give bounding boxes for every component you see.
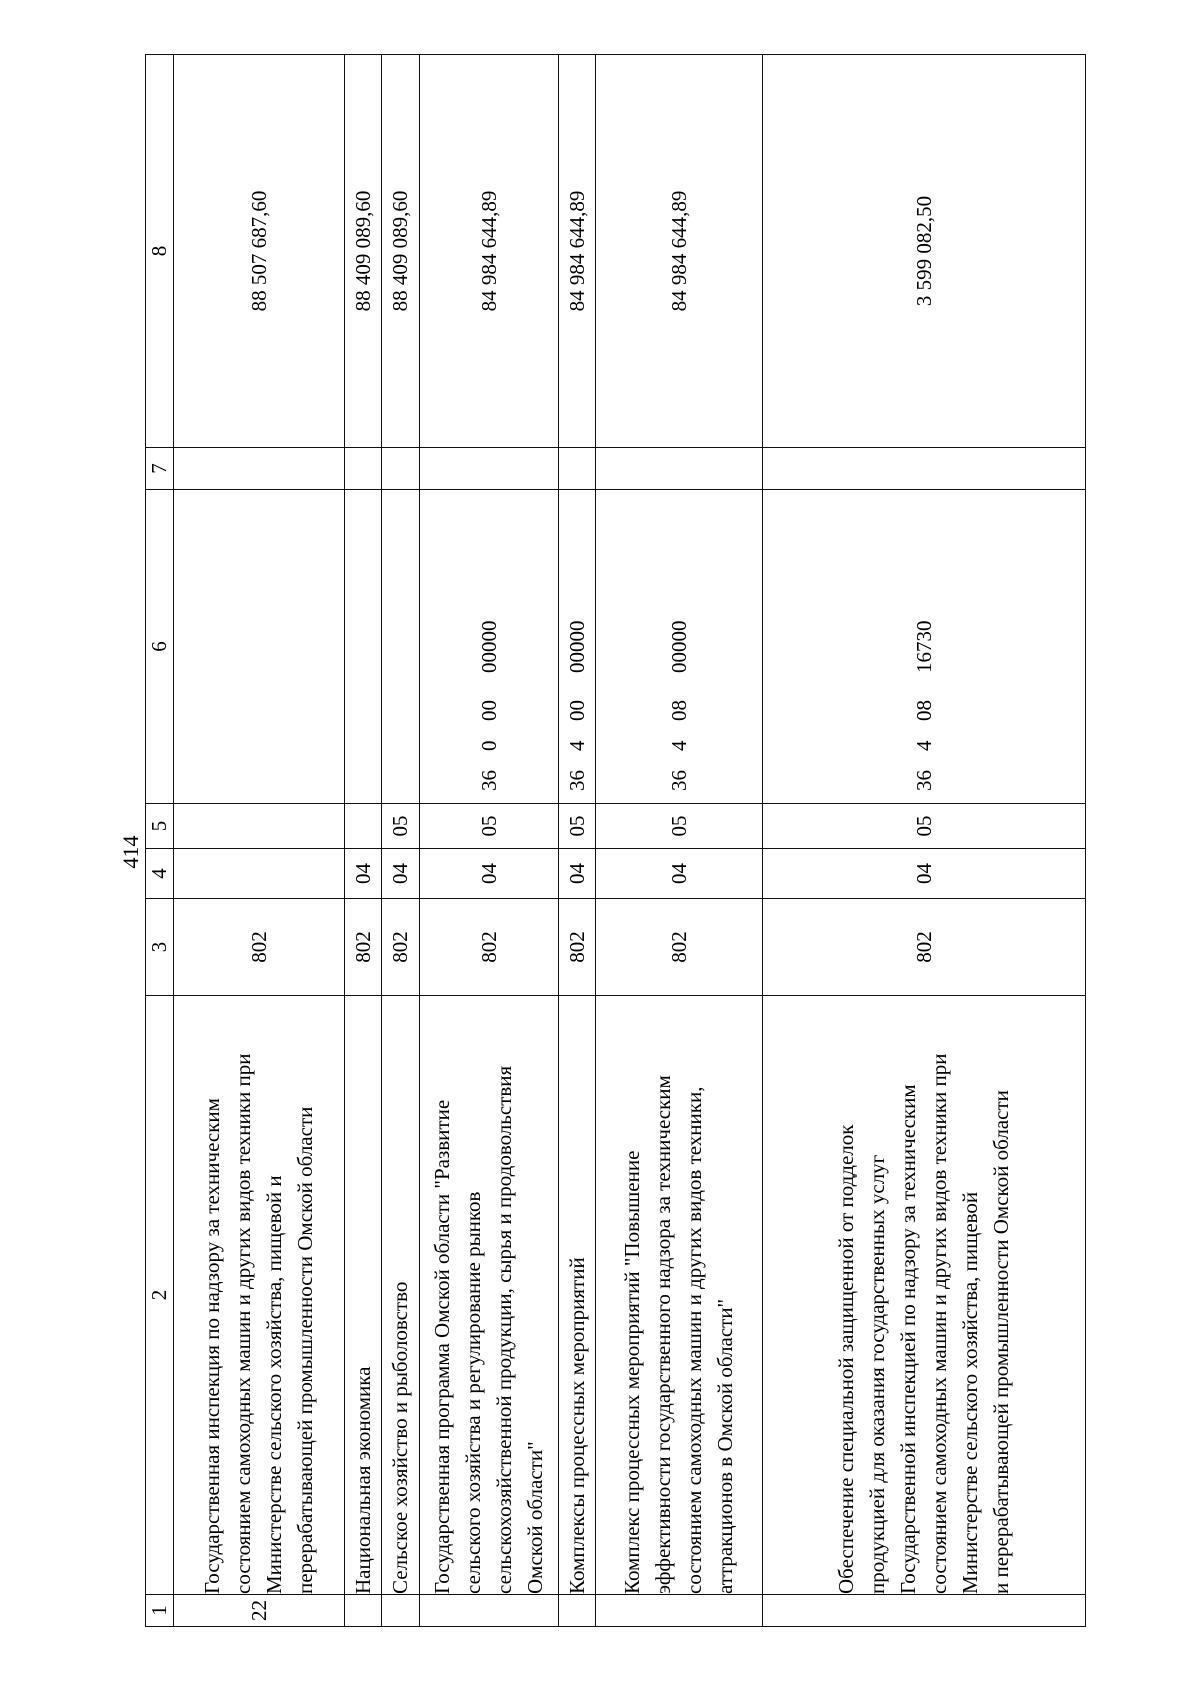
header-col-4: 4 xyxy=(146,849,174,899)
amount: 84 984 644,89 xyxy=(596,55,763,448)
subsection-code: 05 xyxy=(596,804,763,849)
subsection-code: 05 xyxy=(559,804,596,849)
amount: 88 409 089,60 xyxy=(345,55,382,448)
table-row xyxy=(420,55,559,1627)
rotated-table-container xyxy=(145,63,1084,1627)
table-row xyxy=(345,55,382,1627)
header-col-6: 6 xyxy=(146,490,174,804)
subsection-code: 05 xyxy=(763,804,1086,849)
row-description: Комплекс процессных мероприятий "Повышение эффективности государственного надзора за техническим состоянием самоходных машин и других видов техники, аттракционов в Омской области" xyxy=(596,996,763,1595)
header-col-7: 7 xyxy=(146,448,174,490)
amount: 88 409 089,60 xyxy=(382,55,420,448)
row-number xyxy=(345,1595,382,1627)
row-description: Сельское хозяйство и рыболовство xyxy=(382,996,420,1595)
target-code: 36 0 00 00000 xyxy=(420,490,559,804)
row-number xyxy=(420,1595,559,1627)
row-number: 22 xyxy=(174,1595,345,1627)
row-description: Государственная инспекция по надзору за техническим состоянием самоходных машин и других видов техники при Министерстве сельского хозяйства, пищевой и перерабатывающей промышленности Омской области xyxy=(174,996,345,1595)
target-code xyxy=(174,490,345,804)
table-row xyxy=(596,55,763,1627)
section-code: 04 xyxy=(559,849,596,899)
header-col-3: 3 xyxy=(146,899,174,996)
header-col-8: 8 xyxy=(146,55,174,448)
section-code: 04 xyxy=(420,849,559,899)
section-code: 04 xyxy=(345,849,382,899)
ministry-code: 802 xyxy=(174,899,345,996)
table-header-row xyxy=(146,55,174,1627)
target-code: 36 4 00 00000 xyxy=(559,490,596,804)
section-code xyxy=(174,849,345,899)
row-description: Государственная программа Омской области "Развитие сельского хозяйства и регулирование рынков сельскохозяйственной продукции, сырья и продовольствия Омской области" xyxy=(420,996,559,1595)
table-row xyxy=(559,55,596,1627)
section-code: 04 xyxy=(382,849,420,899)
expense-type-code xyxy=(420,448,559,490)
header-col-2: 2 xyxy=(146,996,174,1595)
section-code: 04 xyxy=(763,849,1086,899)
target-code: 36 4 08 00000 xyxy=(596,490,763,804)
amount: 88 507 687,60 xyxy=(174,55,345,448)
target-code xyxy=(382,490,420,804)
expense-type-code xyxy=(596,448,763,490)
ministry-code: 802 xyxy=(345,899,382,996)
header-col-1: 1 xyxy=(146,1595,174,1627)
section-code: 04 xyxy=(596,849,763,899)
expense-type-code xyxy=(174,448,345,490)
amount: 84 984 644,89 xyxy=(420,55,559,448)
ministry-code: 802 xyxy=(420,899,559,996)
subsection-code: 05 xyxy=(382,804,420,849)
ministry-code: 802 xyxy=(596,899,763,996)
page-number: 414 xyxy=(118,835,143,869)
expense-type-code xyxy=(763,448,1086,490)
header-col-5: 5 xyxy=(146,804,174,849)
ministry-code: 802 xyxy=(763,899,1086,996)
budget-table xyxy=(145,54,1086,1627)
row-number xyxy=(382,1595,420,1627)
ministry-code: 802 xyxy=(559,899,596,996)
amount: 3 599 082,50 xyxy=(763,55,1086,448)
table-row xyxy=(763,55,1086,1627)
row-description: Обеспечение специальной защищенной от подделок продукцией для оказания государственных услуг Государственной инспекцией по надзору за техническим состоянием самоходных машин и других видов техники при Министерстве сельского хозяйства, пищевой и перерабатывающей промышленности Омской области xyxy=(763,996,1086,1595)
table-row xyxy=(174,55,345,1627)
ministry-code: 802 xyxy=(382,899,420,996)
row-number xyxy=(763,1595,1086,1627)
target-code: 36 4 08 16730 xyxy=(763,490,1086,804)
expense-type-code xyxy=(382,448,420,490)
expense-type-code xyxy=(345,448,382,490)
row-description: Комплексы процессных мероприятий xyxy=(559,996,596,1595)
target-code xyxy=(345,490,382,804)
row-number xyxy=(596,1595,763,1627)
subsection-code xyxy=(174,804,345,849)
table-row xyxy=(382,55,420,1627)
row-description: Национальная экономика xyxy=(345,996,382,1595)
expense-type-code xyxy=(559,448,596,490)
row-number xyxy=(559,1595,596,1627)
subsection-code xyxy=(345,804,382,849)
amount: 84 984 644,89 xyxy=(559,55,596,448)
subsection-code: 05 xyxy=(420,804,559,849)
